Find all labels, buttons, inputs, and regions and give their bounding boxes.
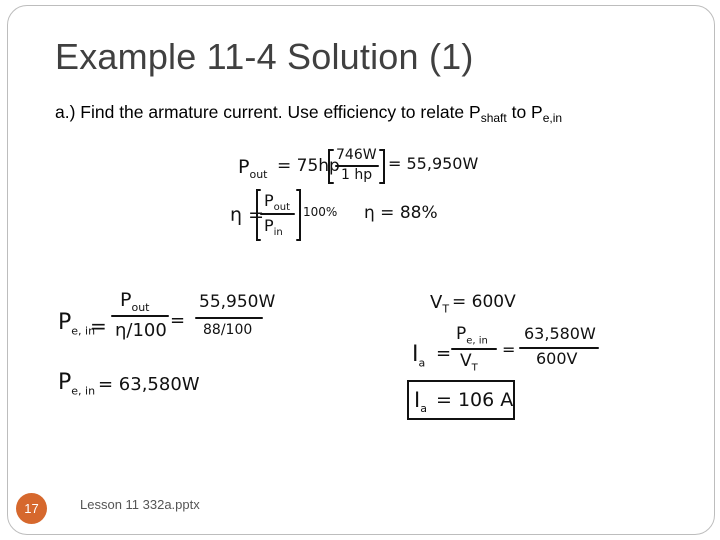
pein-num-val: 55,950W — [199, 292, 276, 312]
eta-value: η = 88% — [364, 203, 438, 223]
vt-lhs: $V_T$ — [430, 292, 450, 316]
conv-num: 746W — [336, 147, 377, 163]
subtitle-to: to P — [506, 102, 543, 122]
pein-lhs: $P_{e, in}$ — [58, 310, 96, 338]
subtitle-text: a.) Find the armature current. Use efficiency to relate P — [55, 102, 481, 122]
ia-result-lhs: $I_a$ — [414, 388, 427, 416]
pout-result: = 55,950W — [388, 154, 479, 173]
eta-sym: η = — [230, 204, 265, 226]
ia-num: $P_{e, in}$ — [456, 324, 488, 347]
pout-lhs: $P_{out}$ — [238, 156, 268, 181]
pein-frac-den: η/100 — [115, 320, 167, 341]
ia-den: $V_T$ — [460, 351, 478, 374]
pein-result-lhs: $P_{e, in}$ — [58, 370, 96, 398]
pein-eq-sign: = — [90, 314, 107, 338]
pout-eq: = 75hp — [277, 156, 340, 176]
vt-value: = 600V — [452, 292, 516, 312]
subtitle-sub-ein: e,in — [542, 111, 563, 125]
pein-eq-sign-2: = — [170, 310, 186, 331]
bracket-right — [380, 150, 384, 183]
ia-result: = 106 A — [436, 389, 514, 411]
page-number-badge: 17 — [16, 493, 47, 524]
ia-den-val: 600V — [536, 349, 578, 368]
pein-den-val: 88/100 — [203, 322, 253, 338]
ia-lhs: $I_a$ — [412, 342, 426, 370]
subtitle-sub-shaft: shaft — [480, 111, 507, 125]
eta-den: $P_{in}$ — [264, 216, 283, 239]
ia-eq-sign-2: = — [502, 340, 516, 359]
eta-num: $P_{out}$ — [264, 191, 291, 214]
ia-num-val: 63,580W — [524, 324, 596, 343]
pein-result: = 63,580W — [98, 374, 200, 395]
eta-pct: 100% — [303, 205, 338, 219]
footer-filename: Lesson 11 332a.pptx — [80, 497, 200, 512]
eta-bracket-right — [297, 190, 300, 240]
slide-title: Example 11-4 Solution (1) — [55, 36, 474, 77]
conv-den: 1 hp — [341, 167, 373, 183]
ia-eq-sign: = — [436, 343, 452, 364]
pein-frac-num: $P_{out}$ — [120, 289, 150, 314]
